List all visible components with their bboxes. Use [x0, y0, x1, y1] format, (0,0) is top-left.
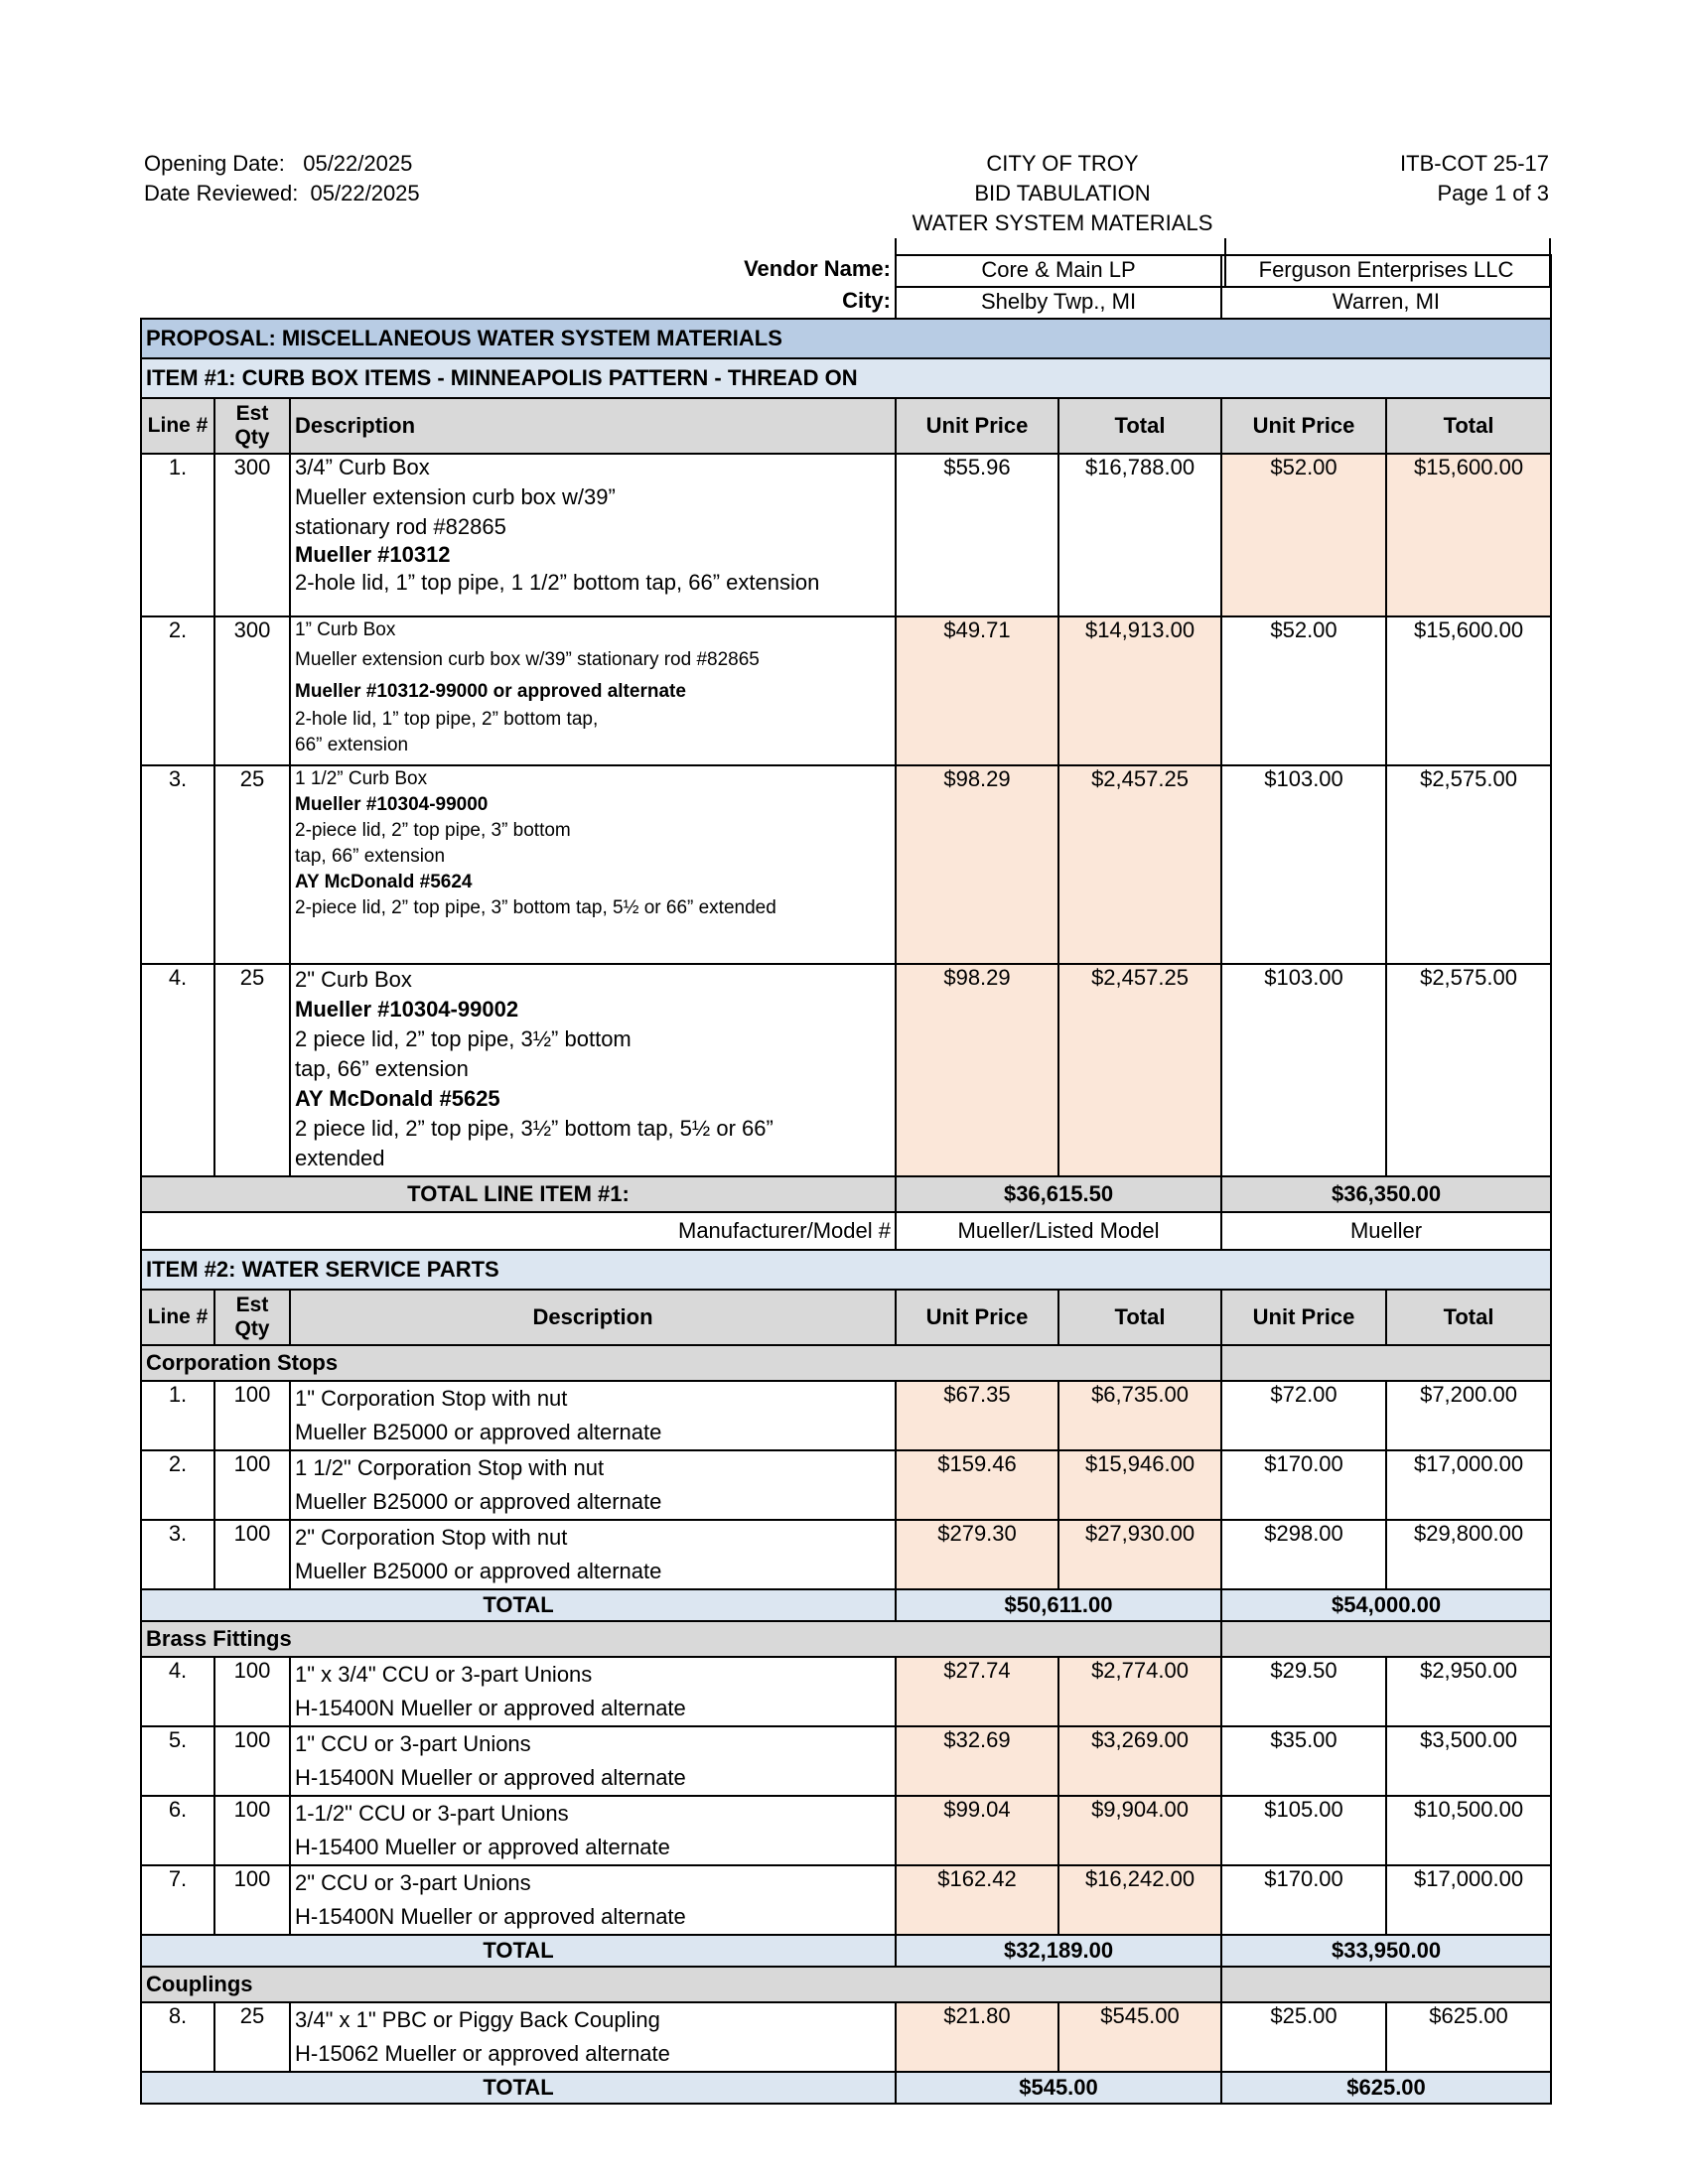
group-total-row [141, 2072, 1551, 2104]
desc-line: 3/4" x 1" PBC or Piggy Back Coupling [295, 2007, 660, 2032]
vendor2-city: Warren, MI [1221, 287, 1551, 319]
v1-unit-price: $67.35 [896, 1381, 1058, 1450]
desc-line: 1" Corporation Stop with nut [295, 1386, 568, 1411]
reviewed-date [144, 179, 420, 208]
v1-unit-price: $279.30 [896, 1520, 1058, 1589]
line-number: 7. [141, 1865, 214, 1935]
opening-date-label: Opening Date: [144, 151, 285, 176]
v1-total: $16,242.00 [1058, 1865, 1221, 1935]
line-number: 5. [141, 1726, 214, 1796]
vendor-city-row [141, 287, 1551, 319]
item1-row [141, 358, 1551, 398]
desc-line: 2 piece lid, 2” top pipe, 3½” bottom [295, 1026, 632, 1051]
est-qty: 100 [214, 1865, 290, 1935]
v1-unit-price: $32.69 [896, 1726, 1058, 1796]
item1-total-row [141, 1176, 1551, 1212]
v2-total: $17,000.00 [1386, 1865, 1551, 1935]
desc-line: 1-1/2" CCU or 3-part Unions [295, 1801, 569, 1826]
v2-group-total: $54,000.00 [1221, 1589, 1551, 1621]
table-row [141, 1381, 1551, 1450]
group-row [141, 1967, 1551, 2002]
line-number: 8. [141, 2002, 214, 2072]
city-name: CITY OF TROY [986, 151, 1139, 176]
est-qty: 100 [214, 1657, 290, 1726]
itb-number: ITB-COT 25-17 [1400, 151, 1549, 176]
col-line: Line # [141, 1290, 214, 1345]
group-row [141, 1345, 1551, 1381]
v2-grand-total: $36,350.00 [1221, 1176, 1551, 1212]
opening-date-value: 05/22/2025 [303, 151, 413, 176]
v1-unit-price: $99.04 [896, 1796, 1058, 1865]
v2-unit-price: $170.00 [1221, 1450, 1386, 1520]
table-row [141, 1796, 1551, 1865]
desc-line: 2" Corporation Stop with nut [295, 1525, 568, 1550]
desc-line: Mueller #10304-99000 [295, 794, 489, 815]
v1-unit-price: $159.46 [896, 1450, 1058, 1520]
description [290, 616, 896, 765]
v1-total: $14,913.00 [1058, 616, 1221, 765]
line-number: 1. [141, 454, 214, 616]
desc-line: 1 1/2" Corporation Stop with nut [295, 1455, 605, 1480]
desc-line: H-15062 Mueller or approved alternate [295, 2041, 670, 2066]
v1-unit-price: $49.71 [896, 616, 1058, 765]
reviewed-date-value: 05/22/2025 [310, 181, 420, 205]
v2-unit-price: $25.00 [1221, 2002, 1386, 2072]
desc-line: AY McDonald #5624 [295, 872, 473, 892]
est-qty: 300 [214, 454, 290, 616]
est-qty: 100 [214, 1520, 290, 1589]
v2-total: $15,600.00 [1386, 616, 1551, 765]
est-qty: 100 [214, 1796, 290, 1865]
desc-line: tap, 66” extension [295, 846, 446, 867]
item2-title: ITEM #2: WATER SERVICE PARTS [141, 1250, 1551, 1290]
v2-total: $7,200.00 [1386, 1381, 1551, 1450]
description [290, 964, 896, 1176]
desc-line: Mueller #10304-99002 [295, 997, 519, 1022]
group-total-row [141, 1935, 1551, 1967]
est-qty: 25 [214, 765, 290, 964]
desc-line: Mueller extension curb box w/39” stationary rod #82865 [295, 649, 760, 670]
line-number: 4. [141, 1657, 214, 1726]
manufacturer-row [141, 1212, 1551, 1250]
description [290, 454, 896, 616]
desc-line: Mueller B25000 or approved alternate [295, 1489, 662, 1514]
vendor-name-row [141, 255, 1551, 287]
est-qty: 100 [214, 1381, 290, 1450]
bid-table [140, 254, 1552, 2105]
line-number: 1. [141, 1381, 214, 1450]
vendor-city-label: City: [842, 288, 891, 313]
v1-total: $545.00 [1058, 2002, 1221, 2072]
desc-line: 1" CCU or 3-part Unions [295, 1731, 531, 1756]
desc-line: 2" Curb Box [295, 967, 412, 992]
v2-total: $29,800.00 [1386, 1520, 1551, 1589]
est-qty: 25 [214, 964, 290, 1176]
v2-total: $2,575.00 [1386, 964, 1551, 1176]
total-label: TOTAL LINE ITEM #1: [141, 1176, 896, 1212]
description [290, 1796, 896, 1865]
col-v1-total: Total [1058, 398, 1221, 454]
table-row [141, 1520, 1551, 1589]
est-qty: 100 [214, 1726, 290, 1796]
line-number: 2. [141, 1450, 214, 1520]
table-row [141, 1726, 1551, 1796]
total-label: TOTAL [141, 2072, 896, 2104]
v1-unit-price: $162.42 [896, 1865, 1058, 1935]
desc-line: 2-hole lid, 1” top pipe, 1 1/2” bottom tap, 66” extension [295, 570, 820, 595]
table-row [141, 1657, 1551, 1726]
description [290, 1520, 896, 1589]
desc-line: extended [295, 1146, 385, 1170]
item2-row [141, 1250, 1551, 1290]
v2-unit-price: $298.00 [1221, 1520, 1386, 1589]
col-v1-unit: Unit Price [896, 398, 1058, 454]
col-description: Description [290, 398, 896, 454]
v2-total: $17,000.00 [1386, 1450, 1551, 1520]
v2-unit-price: $72.00 [1221, 1381, 1386, 1450]
v2-unit-price: $52.00 [1221, 454, 1386, 616]
v1-unit-price: $98.29 [896, 765, 1058, 964]
col-qty: Est Qty [214, 1290, 290, 1345]
desc-line: Mueller B25000 or approved alternate [295, 1420, 662, 1444]
description [290, 765, 896, 964]
desc-line: H-15400N Mueller or approved alternate [295, 1696, 686, 1720]
est-qty: 25 [214, 2002, 290, 2072]
desc-line: 66” extension [295, 735, 409, 755]
vendor1-name: Core & Main LP [896, 255, 1221, 287]
desc-line: Mueller B25000 or approved alternate [295, 1559, 662, 1583]
desc-line: Mueller #10312-99000 or approved alternate [295, 681, 686, 702]
v2-unit-price: $103.00 [1221, 765, 1386, 964]
group-total-row [141, 1589, 1551, 1621]
v2-total: $3,500.00 [1386, 1726, 1551, 1796]
vendor-name-label: Vendor Name: [744, 256, 891, 281]
table-row [141, 454, 1551, 616]
item1-column-header [141, 398, 1551, 454]
group-name: Couplings [141, 1967, 1221, 2002]
doc-title: BID TABULATION [974, 181, 1151, 205]
doc-subtitle: WATER SYSTEM MATERIALS [912, 210, 1213, 235]
table-row [141, 1865, 1551, 1935]
desc-line: 2-hole lid, 1” top pipe, 2” bottom tap, [295, 709, 599, 730]
desc-line: 2 piece lid, 2” top pipe, 3½” bottom tap, 5½ or 66” [295, 1116, 774, 1141]
col-description: Description [290, 1290, 896, 1345]
v2-total: $625.00 [1386, 2002, 1551, 2072]
desc-line: 1" x 3/4" CCU or 3-part Unions [295, 1662, 593, 1687]
v1-group-total: $545.00 [896, 2072, 1221, 2104]
v1-group-total: $32,189.00 [896, 1935, 1221, 1967]
total-label: TOTAL [141, 1935, 896, 1967]
desc-line: H-15400N Mueller or approved alternate [295, 1904, 686, 1929]
header-title [834, 149, 1291, 238]
desc-line: H-15400 Mueller or approved alternate [295, 1835, 670, 1859]
desc-line: 3/4” Curb Box [295, 455, 430, 479]
v1-group-total: $50,611.00 [896, 1589, 1221, 1621]
desc-line: H-15400N Mueller or approved alternate [295, 1765, 686, 1790]
v1-total: $27,930.00 [1058, 1520, 1221, 1589]
total-label: TOTAL [141, 1589, 896, 1621]
group-filler [1221, 1967, 1551, 2002]
desc-line: Mueller #10312 [295, 542, 451, 567]
line-number: 2. [141, 616, 214, 765]
table-row [141, 616, 1551, 765]
v1-total: $16,788.00 [1058, 454, 1221, 616]
v1-unit-price: $21.80 [896, 2002, 1058, 2072]
line-number: 4. [141, 964, 214, 1176]
group-filler [1221, 1621, 1551, 1657]
vendor2-name: Ferguson Enterprises LLC [1221, 255, 1551, 287]
item1-title: ITEM #1: CURB BOX ITEMS - MINNEAPOLIS PATTERN - THREAD ON [141, 358, 1551, 398]
proposal-title: PROPOSAL: MISCELLANEOUS WATER SYSTEM MATERIALS [141, 319, 1551, 358]
est-qty: 300 [214, 616, 290, 765]
v1-total: $9,904.00 [1058, 1796, 1221, 1865]
v1-total: $3,269.00 [1058, 1726, 1221, 1796]
v2-unit-price: $170.00 [1221, 1865, 1386, 1935]
desc-line: 1” Curb Box [295, 619, 396, 640]
v2-unit-price: $29.50 [1221, 1657, 1386, 1726]
v2-total: $2,575.00 [1386, 765, 1551, 964]
opening-date [144, 149, 420, 179]
desc-line: stationary rod #82865 [295, 514, 506, 539]
proposal-row [141, 319, 1551, 358]
line-number: 3. [141, 1520, 214, 1589]
v2-total: $10,500.00 [1386, 1796, 1551, 1865]
group-row [141, 1621, 1551, 1657]
desc-line: 2-piece lid, 2” top pipe, 3” bottom tap, 5½ or 66” extended [295, 897, 776, 918]
page-number: Page 1 of 3 [1437, 181, 1549, 205]
v1-total: $2,457.25 [1058, 765, 1221, 964]
description [290, 1865, 896, 1935]
col-v1-total: Total [1058, 1290, 1221, 1345]
desc-line: tap, 66” extension [295, 1056, 469, 1081]
desc-line: 2-piece lid, 2” top pipe, 3” bottom [295, 820, 571, 841]
desc-line: AY McDonald #5625 [295, 1086, 500, 1111]
desc-line: Mueller extension curb box w/39” [295, 484, 616, 509]
col-v2-unit: Unit Price [1221, 398, 1386, 454]
v1-total: $6,735.00 [1058, 1381, 1221, 1450]
col-v2-unit: Unit Price [1221, 1290, 1386, 1345]
v2-total: $2,950.00 [1386, 1657, 1551, 1726]
v1-manufacturer: Mueller/Listed Model [896, 1212, 1221, 1250]
v1-total: $2,457.25 [1058, 964, 1221, 1176]
v1-unit-price: $98.29 [896, 964, 1058, 1176]
description [290, 1381, 896, 1450]
desc-line: 2" CCU or 3-part Unions [295, 1870, 531, 1895]
reviewed-date-label: Date Reviewed: [144, 181, 299, 205]
col-line: Line # [141, 398, 214, 454]
v1-total: $15,946.00 [1058, 1450, 1221, 1520]
col-v2-total: Total [1386, 398, 1551, 454]
v2-total: $15,600.00 [1386, 454, 1551, 616]
v1-unit-price: $55.96 [896, 454, 1058, 616]
group-name: Brass Fittings [141, 1621, 1221, 1657]
description [290, 2002, 896, 2072]
description [290, 1726, 896, 1796]
v2-unit-price: $105.00 [1221, 1796, 1386, 1865]
col-v1-unit: Unit Price [896, 1290, 1058, 1345]
line-number: 6. [141, 1796, 214, 1865]
est-qty: 100 [214, 1450, 290, 1520]
group-name: Corporation Stops [141, 1345, 1221, 1381]
v2-group-total: $33,950.00 [1221, 1935, 1551, 1967]
col-v2-total: Total [1386, 1290, 1551, 1345]
v2-group-total: $625.00 [1221, 2072, 1551, 2104]
manufacturer-label: Manufacturer/Model # [141, 1212, 896, 1250]
table-row [141, 2002, 1551, 2072]
item2-column-header [141, 1290, 1551, 1345]
desc-line: 1 1/2” Curb Box [295, 768, 428, 789]
line-number: 3. [141, 765, 214, 964]
v1-unit-price: $27.74 [896, 1657, 1058, 1726]
header-ref [1291, 149, 1549, 208]
header-dates [144, 149, 420, 208]
v1-grand-total: $36,615.50 [896, 1176, 1221, 1212]
v2-manufacturer: Mueller [1221, 1212, 1551, 1250]
v2-unit-price: $52.00 [1221, 616, 1386, 765]
v1-total: $2,774.00 [1058, 1657, 1221, 1726]
table-row [141, 964, 1551, 1176]
table-row [141, 1450, 1551, 1520]
table-row [141, 765, 1551, 964]
v2-unit-price: $35.00 [1221, 1726, 1386, 1796]
col-qty: Est Qty [214, 398, 290, 454]
description [290, 1450, 896, 1520]
vendor1-city: Shelby Twp., MI [896, 287, 1221, 319]
v2-unit-price: $103.00 [1221, 964, 1386, 1176]
group-filler [1221, 1345, 1551, 1381]
description [290, 1657, 896, 1726]
